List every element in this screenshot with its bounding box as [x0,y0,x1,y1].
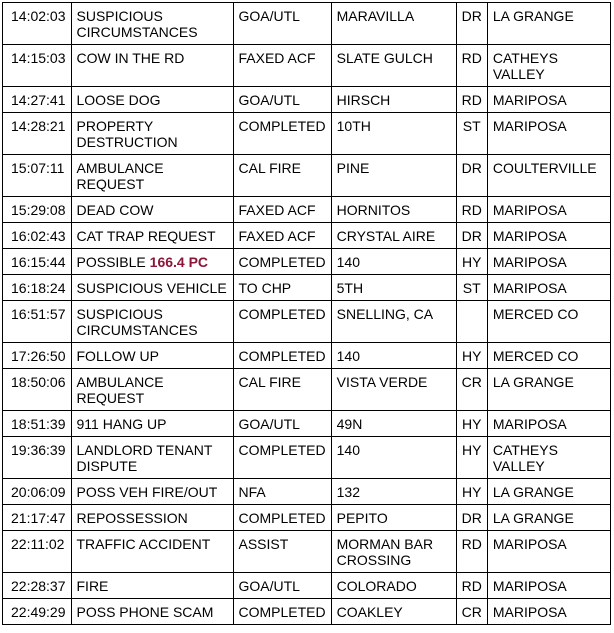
call-disposition-cell [233,113,331,155]
table-row [3,505,611,531]
call-street-cell [331,479,456,505]
call-disposition-text: COMPLETED [238,604,326,620]
call-nature-cell [71,87,233,113]
call-nature-cell [71,437,233,479]
call-street-type-cell [456,599,487,625]
call-nature-text: POSS PHONE SCAM [76,604,214,620]
call-nature-text: FIRE [76,578,109,594]
call-street-cell [331,223,456,249]
call-street-cell [331,113,456,155]
call-city-text: MERCED CO [492,348,579,364]
call-nature-cell [71,479,233,505]
table-row [3,531,611,573]
call-street-text: COAKLEY [336,604,403,620]
call-street-cell [331,599,456,625]
table-row [3,197,611,223]
call-nature-text: FOLLOW UP [76,348,159,364]
call-city-cell [487,599,610,625]
call-log-table [2,2,611,625]
call-disposition-text: FAXED ACF [238,50,316,66]
call-street-type-text: DR [461,510,482,526]
table-row [3,369,611,411]
call-street-cell [331,369,456,411]
call-disposition-text: GOA/UTL [238,578,300,594]
call-nature-cell [71,599,233,625]
table-row [3,343,611,369]
call-disposition-cell [233,369,331,411]
call-street-type-cell [456,249,487,275]
call-disposition-text: GOA/UTL [238,416,300,432]
call-city-cell [487,155,610,197]
call-time-cell [3,275,72,301]
table-row [3,223,611,249]
call-city-cell [487,343,610,369]
call-time-text: 16:51:57 [11,306,66,322]
call-city-text: COULTERVILLE [492,160,597,176]
call-city-cell [487,249,610,275]
penal-code-highlight: 166.4 PC [149,254,209,270]
call-nature-text: POSSIBLE [76,254,146,270]
call-disposition-text: TO CHP [238,280,292,296]
call-nature-cell [71,505,233,531]
call-street-type-cell [456,45,487,87]
call-time-text: 18:50:06 [11,374,66,390]
call-city-cell [487,275,610,301]
call-disposition-text: COMPLETED [238,118,326,134]
call-nature-cell [71,275,233,301]
call-time-text: 16:02:43 [11,228,66,244]
call-street-text: 10TH [336,118,371,134]
call-street-type-cell [456,155,487,197]
call-street-type-text: HY [462,348,482,364]
call-nature-cell [71,223,233,249]
call-time-cell [3,155,72,197]
call-city-text: MARIPOSA [492,280,567,296]
call-nature-text: DEAD COW [76,202,154,218]
call-time-cell [3,3,72,45]
call-street-type-text: CR [461,374,482,390]
call-street-cell [331,505,456,531]
call-street-text: SNELLING, CA [336,306,434,322]
call-city-text: MERCED CO [492,306,579,322]
call-time-cell [3,411,72,437]
call-disposition-text: COMPLETED [238,510,326,526]
call-time-cell [3,197,72,223]
call-street-text: PEPITO [336,510,388,526]
call-street-type-text: RD [461,578,482,594]
call-time-cell [3,531,72,573]
call-street-cell [331,3,456,45]
call-time-cell [3,223,72,249]
call-disposition-cell [233,197,331,223]
call-street-type-text: RD [461,50,482,66]
call-street-type-text: DR [461,8,482,24]
call-disposition-cell [233,3,331,45]
call-disposition-cell [233,479,331,505]
call-time-text: 15:29:08 [11,202,66,218]
table-row [3,437,611,479]
call-city-cell [487,531,610,573]
call-street-text: VISTA VERDE [336,374,428,390]
call-nature-text: SUSPICIOUS VEHICLE [76,280,227,296]
call-street-type-cell [456,369,487,411]
call-time-text: 14:15:03 [11,50,66,66]
call-time-cell [3,113,72,155]
call-city-text: LA GRANGE [492,374,574,390]
call-street-type-text: HY [462,254,482,270]
call-disposition-cell [233,599,331,625]
call-time-cell [3,437,72,479]
call-disposition-cell [233,411,331,437]
call-disposition-cell [233,573,331,599]
call-time-cell [3,573,72,599]
call-city-cell [487,573,610,599]
call-time-text: 19:36:39 [11,442,66,458]
call-disposition-text: ASSIST [238,536,289,552]
call-street-type-text: ST [462,118,481,134]
call-city-text: MARIPOSA [492,202,567,218]
call-street-type-cell [456,113,487,155]
call-street-type-text: ST [462,280,481,296]
call-disposition-text: COMPLETED [238,442,326,458]
call-disposition-cell [233,155,331,197]
call-time-cell [3,479,72,505]
call-city-cell [487,505,610,531]
call-nature-cell [71,113,233,155]
call-city-text: MARIPOSA [492,536,567,552]
call-city-text: MARIPOSA [492,604,567,620]
call-street-cell [331,197,456,223]
call-street-text: 140 [336,348,360,364]
call-street-type-text: DR [461,160,482,176]
call-time-text: 16:18:24 [11,280,66,296]
call-nature-cell [71,301,233,343]
call-street-cell [331,155,456,197]
call-street-type-text: HY [462,416,482,432]
table-row [3,479,611,505]
call-nature-cell [71,155,233,197]
call-disposition-text: GOA/UTL [238,92,300,108]
call-log-body [3,3,611,625]
call-street-cell [331,249,456,275]
call-street-text: 5TH [336,280,364,296]
call-nature-text: SUSPICIOUS CIRCUMSTANCES [76,306,198,338]
call-time-text: 21:17:47 [11,510,66,526]
call-nature-cell [71,343,233,369]
call-city-cell [487,437,610,479]
call-street-text: CRYSTAL AIRE [336,228,436,244]
call-street-text: HORNITOS [336,202,411,218]
call-nature-text: TRAFFIC ACCIDENT [76,536,211,552]
call-street-type-cell [456,197,487,223]
call-city-cell [487,223,610,249]
call-street-type-text: HY [462,442,482,458]
table-row [3,573,611,599]
call-nature-cell [71,45,233,87]
call-nature-cell [71,369,233,411]
call-street-cell [331,343,456,369]
call-street-cell [331,437,456,479]
call-disposition-text: COMPLETED [238,254,326,270]
call-street-type-text: CR [461,604,482,620]
call-street-type-text: RD [461,202,482,218]
table-row [3,301,611,343]
call-street-type-cell [456,301,487,343]
call-nature-text: POSS VEH FIRE/OUT [76,484,218,500]
call-time-text: 14:02:03 [11,8,66,24]
call-time-text: 22:28:37 [11,578,66,594]
call-street-type-cell [456,3,487,45]
table-row [3,599,611,625]
call-city-cell [487,45,610,87]
call-street-type-cell [456,505,487,531]
table-row [3,411,611,437]
table-row [3,155,611,197]
call-disposition-cell [233,531,331,573]
call-street-type-cell [456,479,487,505]
call-street-text: MARAVILLA [336,8,415,24]
call-city-cell [487,113,610,155]
call-city-text: MARIPOSA [492,118,567,134]
call-nature-cell [71,411,233,437]
call-nature-text: AMBULANCE REQUEST [76,160,164,192]
call-street-type-cell [456,437,487,479]
call-street-cell [331,411,456,437]
call-street-type-text: HY [462,484,482,500]
call-nature-cell [71,573,233,599]
call-city-cell [487,87,610,113]
call-city-text: MARIPOSA [492,578,567,594]
call-disposition-text: GOA/UTL [238,8,300,24]
call-nature-text: LANDLORD TENANT DISPUTE [76,442,213,474]
call-city-text: LA GRANGE [492,510,574,526]
call-street-type-cell [456,343,487,369]
call-disposition-cell [233,301,331,343]
call-street-text: HIRSCH [336,92,391,108]
table-row [3,3,611,45]
call-nature-cell [71,249,233,275]
call-street-type-cell [456,223,487,249]
call-nature-text: SUSPICIOUS CIRCUMSTANCES [76,8,198,40]
call-city-text: CATHEYS VALLEY [492,442,558,474]
call-street-type-cell [456,531,487,573]
call-disposition-cell [233,343,331,369]
call-disposition-text: COMPLETED [238,306,326,322]
call-time-text: 17:26:50 [11,348,66,364]
call-city-cell [487,479,610,505]
call-time-text: 20:06:09 [11,484,66,500]
call-time-cell [3,505,72,531]
call-time-text: 15:07:11 [11,160,65,176]
call-city-text: MARIPOSA [492,416,567,432]
call-nature-text: LOOSE DOG [76,92,161,108]
call-street-cell [331,45,456,87]
table-row [3,45,611,87]
call-street-cell [331,87,456,113]
call-disposition-cell [233,45,331,87]
call-nature-cell [71,3,233,45]
call-city-text: LA GRANGE [492,8,574,24]
call-disposition-cell [233,437,331,479]
call-street-cell [331,531,456,573]
call-disposition-text: FAXED ACF [238,202,316,218]
call-city-cell [487,369,610,411]
call-city-cell [487,3,610,45]
call-time-cell [3,369,72,411]
call-time-cell [3,301,72,343]
call-nature-text: AMBULANCE REQUEST [76,374,164,406]
call-street-type-text: RD [461,92,482,108]
call-time-text: 22:11:02 [11,536,65,552]
call-disposition-text: CAL FIRE [238,160,301,176]
call-time-text: 14:27:41 [11,92,66,108]
call-disposition-cell [233,87,331,113]
call-time-text: 22:49:29 [11,604,66,620]
call-street-text: SLATE GULCH [336,50,433,66]
call-time-text: 16:15:44 [11,254,66,270]
call-disposition-cell [233,223,331,249]
table-row [3,275,611,301]
table-row [3,87,611,113]
call-street-type-text: DR [461,228,482,244]
call-nature-cell [71,197,233,223]
call-disposition-text: COMPLETED [238,348,326,364]
call-street-type-cell [456,87,487,113]
table-row [3,249,611,275]
call-city-text: CATHEYS VALLEY [492,50,558,82]
call-time-cell [3,343,72,369]
call-disposition-text: NFA [238,484,266,500]
call-nature-text: PROPERTY DESTRUCTION [76,118,178,150]
call-street-text: 49N [336,416,363,432]
call-nature-text: COW IN THE RD [76,50,185,66]
call-street-text: PINE [336,160,370,176]
call-time-cell [3,249,72,275]
call-street-type-text: RD [461,536,482,552]
call-time-text: 18:51:39 [11,416,66,432]
call-street-type-cell [456,411,487,437]
call-disposition-cell [233,505,331,531]
call-disposition-text: FAXED ACF [238,228,316,244]
call-city-cell [487,197,610,223]
call-disposition-cell [233,249,331,275]
call-street-type-cell [456,275,487,301]
call-time-cell [3,87,72,113]
call-street-cell [331,275,456,301]
call-city-text: LA GRANGE [492,484,574,500]
call-street-cell [331,573,456,599]
call-nature-text: CAT TRAP REQUEST [76,228,216,244]
call-city-text: MARIPOSA [492,92,567,108]
call-time-cell [3,599,72,625]
call-city-text: MARIPOSA [492,228,567,244]
call-street-text: 140 [336,442,360,458]
call-city-text: MARIPOSA [492,254,567,270]
call-street-type-cell [456,573,487,599]
call-street-text: 132 [336,484,360,500]
call-street-cell [331,301,456,343]
table-row [3,113,611,155]
call-time-text: 14:28:21 [11,118,66,134]
call-nature-cell [71,531,233,573]
call-nature-text: REPOSSESSION [76,510,188,526]
call-city-cell [487,411,610,437]
call-time-cell [3,45,72,87]
call-city-cell [487,301,610,343]
call-street-text: MORMAN BAR CROSSING [336,536,434,568]
call-street-text: 140 [336,254,360,270]
call-disposition-text: CAL FIRE [238,374,301,390]
call-nature-text: 911 HANG UP [76,416,167,432]
call-street-text: COLORADO [336,578,417,594]
call-disposition-cell [233,275,331,301]
